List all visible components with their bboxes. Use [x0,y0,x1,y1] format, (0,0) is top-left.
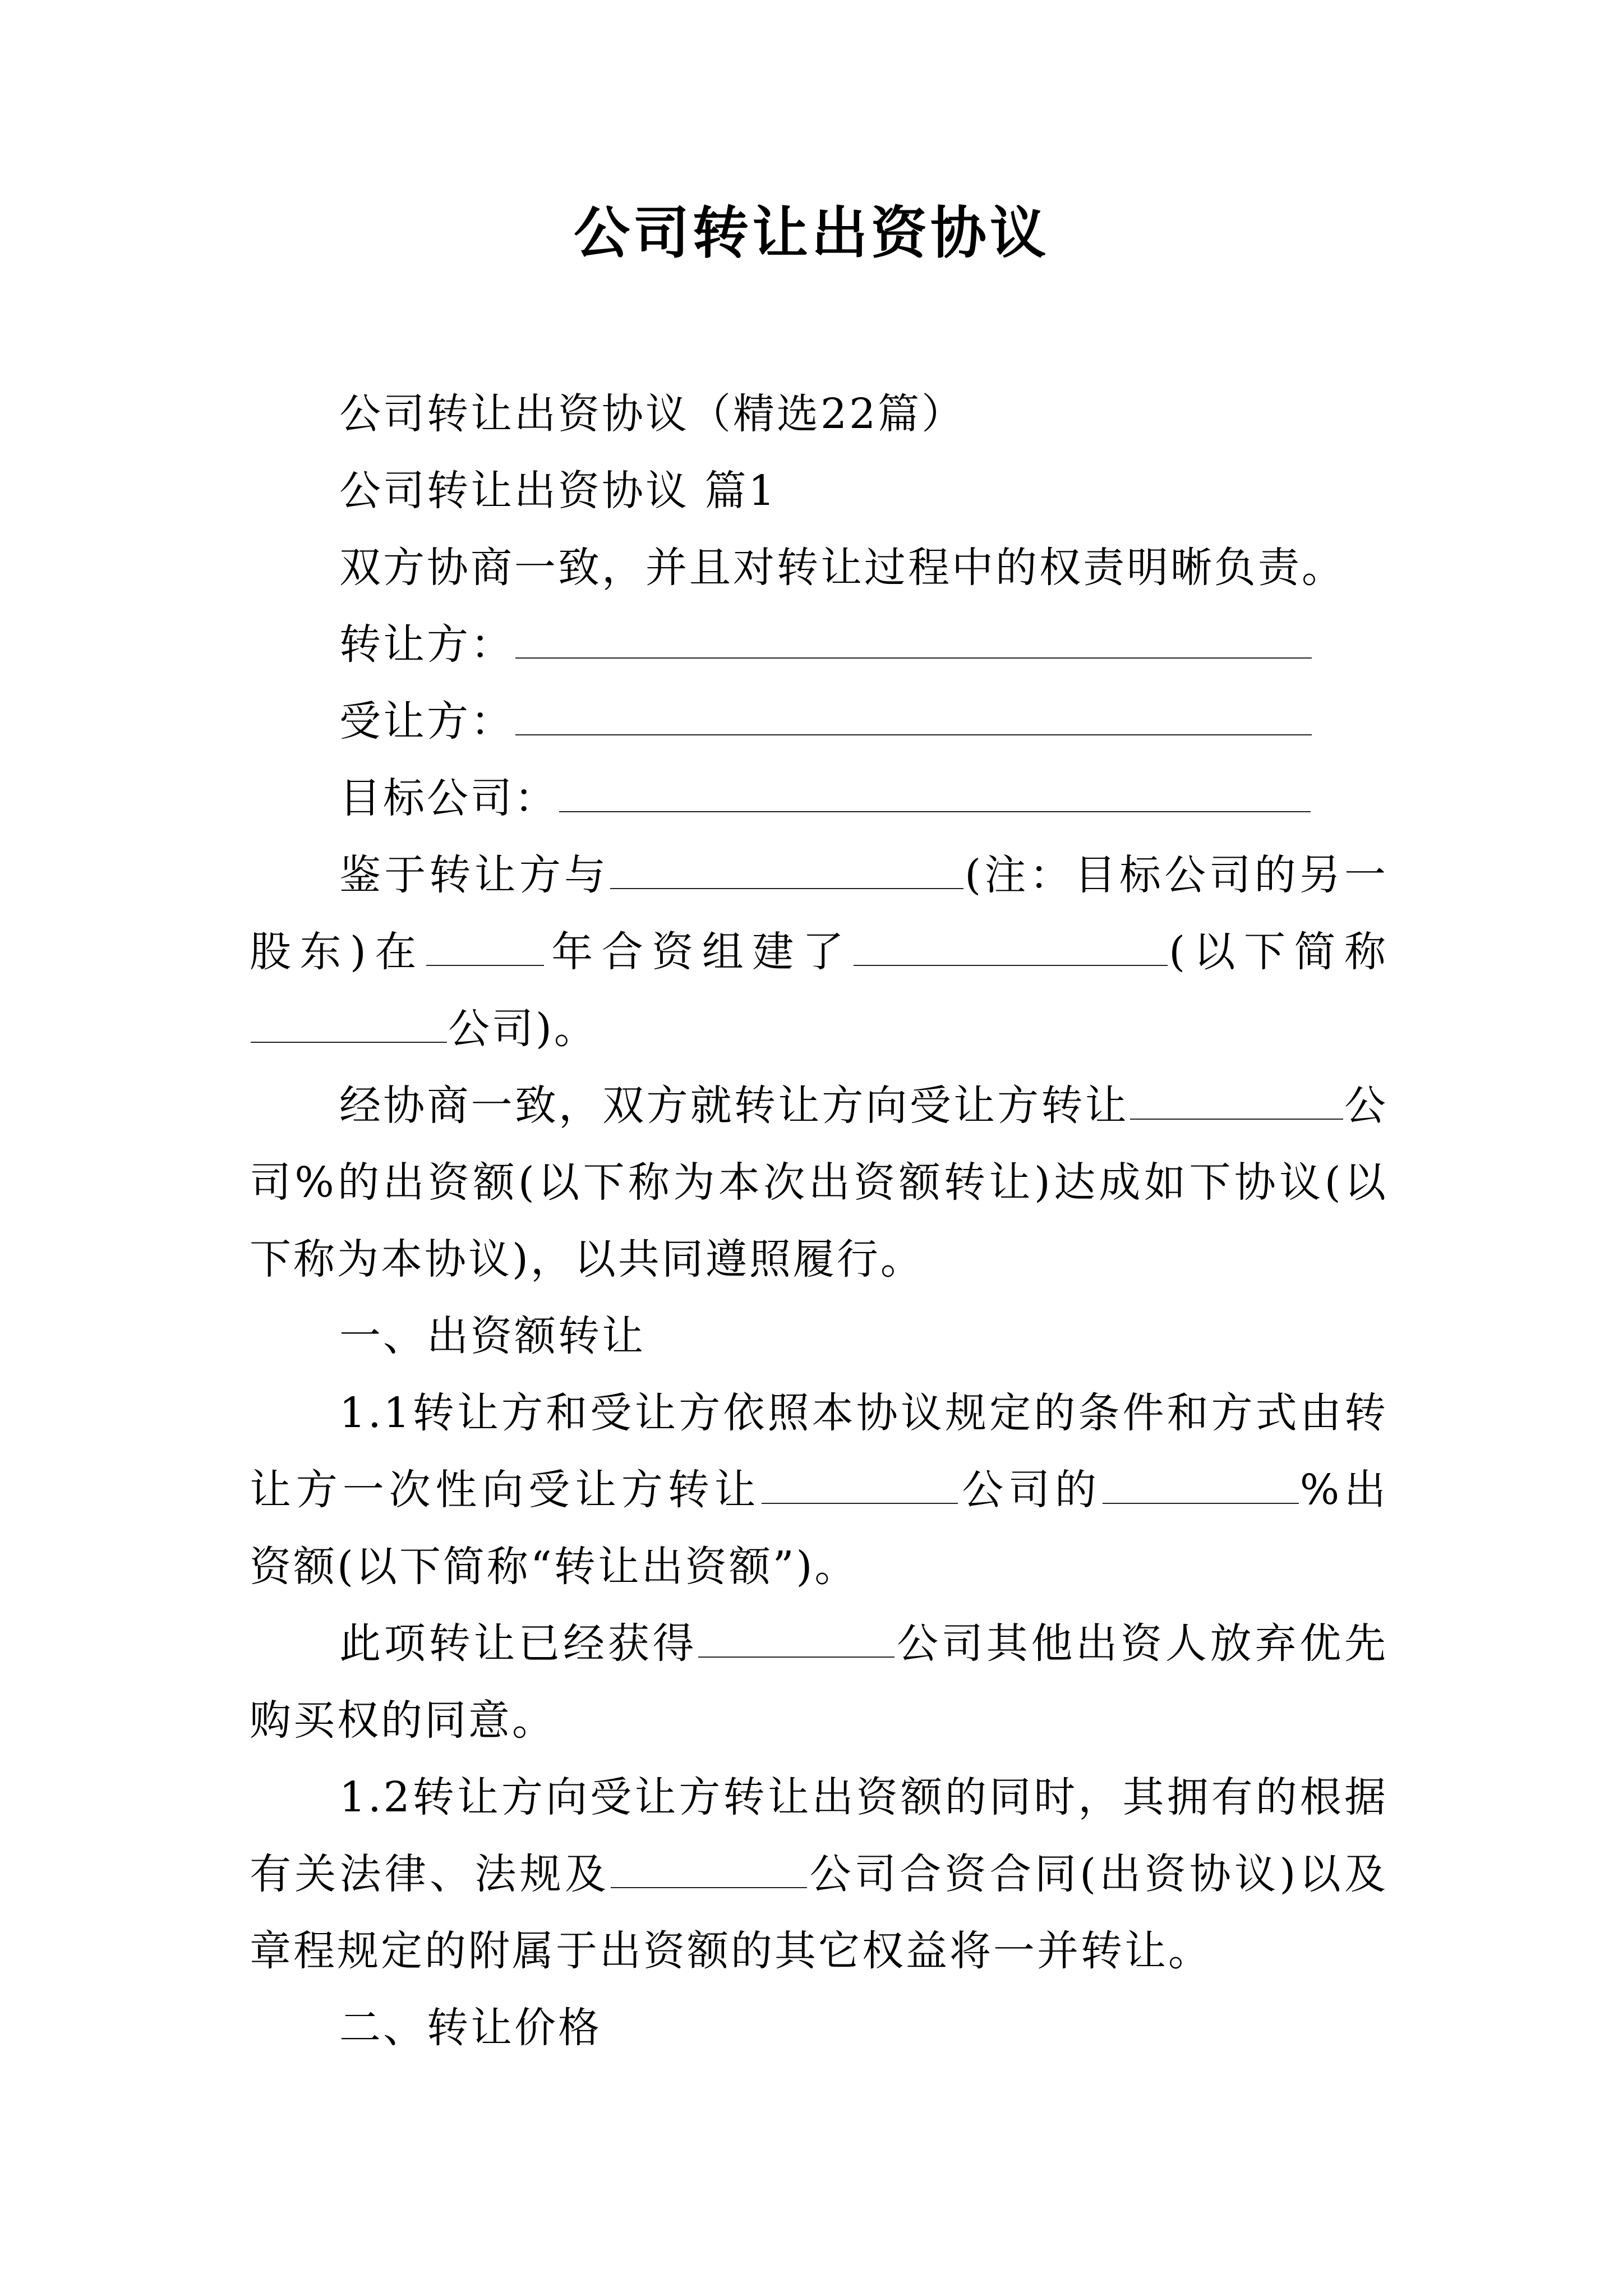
agreement-text-1: 经协商一致，双方就转让方向受让方转让 [339,1082,1129,1130]
recital-text-5: 公司)。 [448,1005,598,1053]
consent-text-1: 此项转让已经获得 [339,1619,698,1668]
company-name-blank[interactable] [1130,1077,1343,1120]
chapter-heading: 公司转让出资协议 篇1 [339,467,777,515]
agreement-text-2: 公司%的出资额(以下称为本次出资额转让)达成如下协议(以下称为本协议)，以共同遵照履行。 [250,1082,1389,1283]
section-2-heading: 二、转让价格 [339,2004,602,2052]
consent-company-blank[interactable] [698,1615,895,1658]
target-company-label: 目标公司： [339,774,558,822]
target-company-line [250,760,1388,837]
document-body [250,376,1388,2067]
intro-paragraph: 双方协商一致，并且对转让过程中的权责明晰负责。 [339,544,1345,592]
clause-1-2-company-blank[interactable] [611,1846,807,1888]
consent-text-2: 公司其他出资人放弃优先购买权的同意。 [250,1619,1389,1745]
clause-1-1-text-2: 公司的 [959,1466,1101,1514]
agreement-paragraph [250,1068,1388,1298]
transferor-label: 转让方： [339,620,514,669]
transferor-blank[interactable] [515,616,1312,659]
clause-1-1-percent-blank[interactable] [1103,1461,1299,1504]
transferee-line [250,683,1388,760]
document-subtitle: 公司转让出资协议（精选22篇） [339,390,966,438]
consent-paragraph [250,1605,1388,1759]
clause-1-1 [250,1375,1388,1605]
transferee-blank[interactable] [515,693,1312,735]
transferee-label: 受让方： [339,697,514,746]
clause-1-1-text-1: 1.1转让方和受让方依照本协议规定的条件和方式由转让方一次性向受让方转让 [250,1389,1388,1514]
recital-text-3: 年合资组建了 [545,928,853,976]
document-title: 公司转让出资协议 [574,200,1049,266]
recital-paragraph [250,837,1388,1068]
clause-1-1-company-blank[interactable] [762,1461,958,1504]
target-company-blank[interactable] [559,770,1311,812]
recital-text-1: 鉴于转让方与 [339,851,610,899]
recital-text-2: (注：目标公司的另一股东)在 [250,851,1388,976]
year-blank[interactable] [426,923,544,966]
clause-1-2-text-1: 1.2转让方向受让方转让出资额的同时，其拥有的根据有关法律、法规及 [250,1773,1388,1898]
short-name-blank[interactable] [251,1000,447,1043]
clause-1-2 [250,1759,1388,1990]
section-1-heading: 一、出资额转让 [339,1312,645,1360]
other-shareholder-blank[interactable] [610,846,963,889]
joint-venture-name-blank[interactable] [854,923,1168,966]
clause-1-1-text-3: %出资额(以下简称“转让出资额”)。 [250,1466,1388,1591]
transferor-line [250,606,1388,683]
recital-text-4: (以下简称 [1169,928,1389,976]
clause-1-2-text-2: 公司合资合同(出资协议)以及章程规定的附属于出资额的其它权益将一并转让。 [250,1850,1388,1975]
